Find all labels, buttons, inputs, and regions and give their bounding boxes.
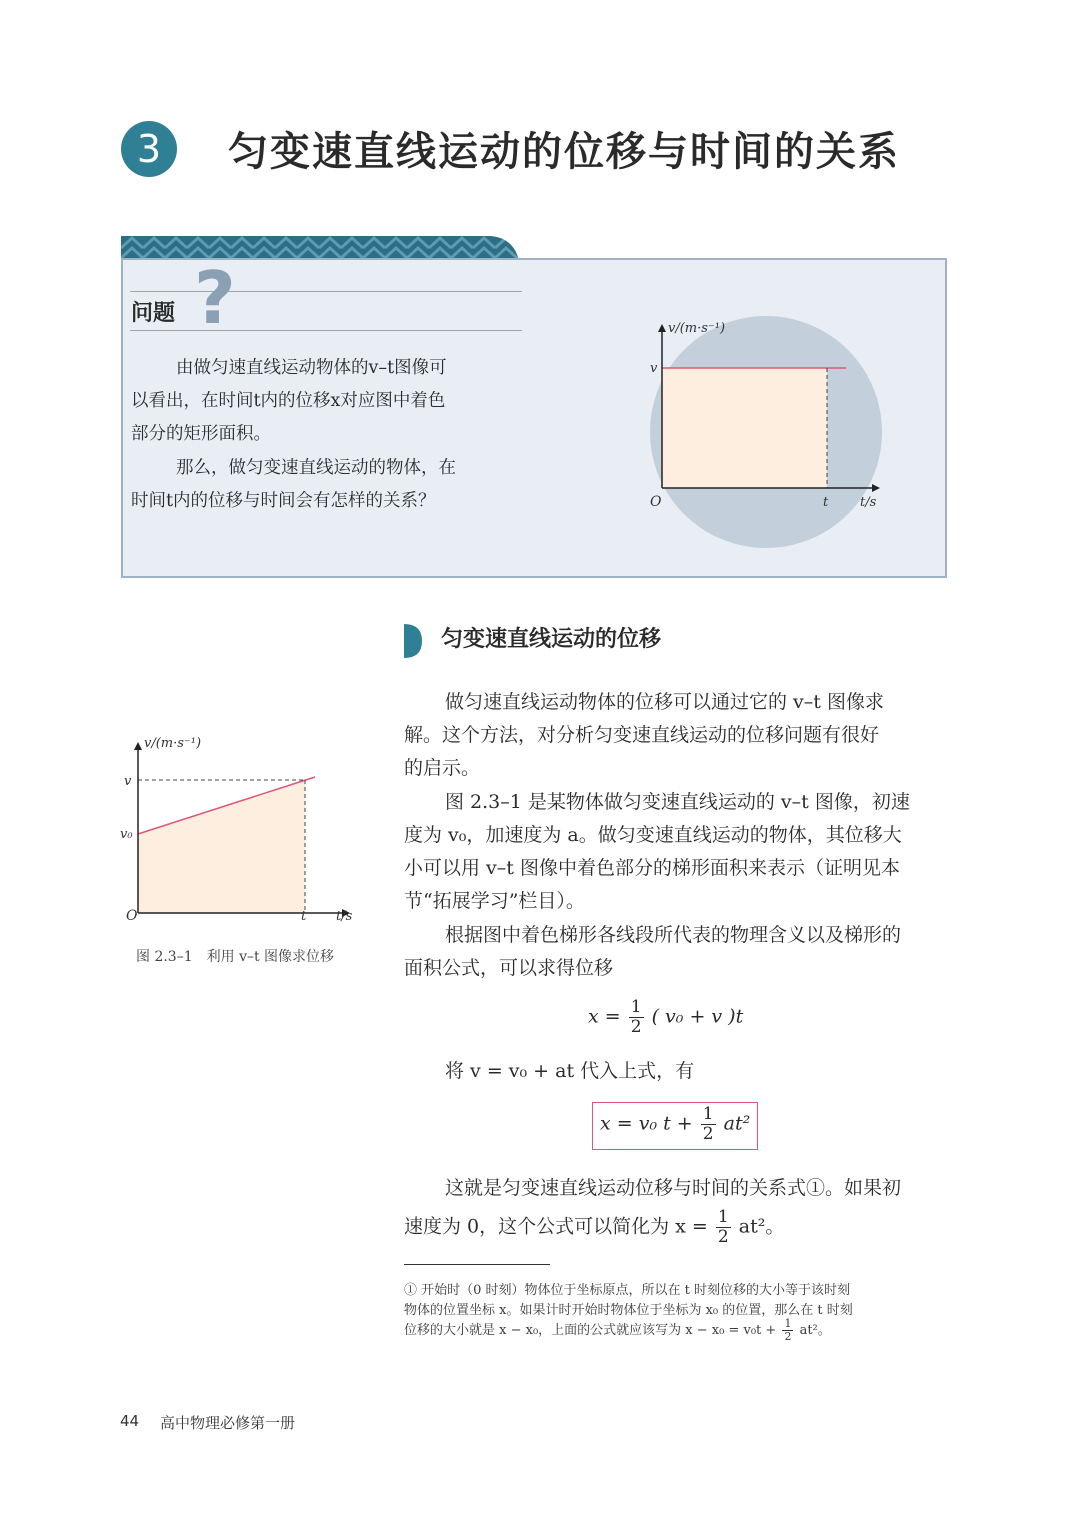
section-number-badge: 3: [121, 121, 177, 177]
v0-label: v₀: [120, 827, 133, 842]
body-line: 速度为 0，这个公式可以简化为 x = $\frac{1}{2}$ at²。: [404, 1207, 785, 1247]
section-title: 匀变速直线运动的位移与时间的关系: [228, 129, 900, 175]
v-label: v: [650, 361, 658, 376]
t-label: t: [823, 495, 829, 510]
t-label: t: [301, 909, 307, 924]
formula-displacement: x = v₀ t + $\frac{1}{2}$ at²: [600, 1104, 751, 1144]
x-axis-arrow: [872, 484, 880, 492]
y-axis-arrow: [658, 324, 666, 332]
body-line: 面积公式，可以求得位移: [404, 957, 614, 979]
x-axis-label: t/s: [336, 909, 353, 924]
problem-box-tab: [121, 236, 519, 260]
figure-caption: 图 2.3–1 利用 v–t 图像求位移: [136, 949, 335, 965]
y-axis-label: v/(m·s⁻¹): [668, 321, 726, 336]
page-number: 44: [120, 1412, 140, 1430]
body-line: 节“拓展学习”栏目）。: [404, 890, 585, 912]
body-line: 根据图中着色梯形各线段所代表的物理含义以及梯形的: [445, 924, 902, 946]
y-axis-label: v/(m·s⁻¹): [144, 736, 202, 751]
figure-vt-graph: [110, 730, 370, 930]
y-axis-arrow: [134, 742, 142, 750]
subsection-title: 匀变速直线运动的位移: [441, 627, 662, 652]
footnote-divider: [404, 1264, 550, 1265]
problem-vt-graph: [640, 310, 900, 555]
divider: [130, 330, 522, 331]
rectangle-area: [662, 368, 827, 488]
body-line: 小可以用 v–t 图像中着色部分的梯形面积来表示（证明见本: [404, 857, 900, 879]
problem-text-line: 以看出，在时间t内的位移x对应图中着色: [131, 391, 446, 411]
body-line: 这就是匀变速直线运动位移与时间的关系式①。如果初: [445, 1177, 902, 1199]
problem-text-line: 部分的矩形面积。: [131, 424, 271, 444]
divider: [130, 291, 522, 292]
problem-text-line: 由做匀速直线运动物体的v–t图像可: [176, 358, 447, 378]
body-line: 图 2.3–1 是某物体做匀变速直线运动的 v–t 图像，初速: [445, 791, 910, 813]
footnote-line: 位移的大小就是 x − x₀，上面的公式就应该写为 x − x₀ = v₀t + $\frac{1}{2}$ at²。: [404, 1317, 831, 1343]
v-label: v: [124, 774, 132, 789]
body-line: 度为 v₀，加速度为 a。做匀变速直线运动的物体，其位移大: [404, 824, 902, 846]
footnote-line: ① 开始时（0 时刻）物体位于坐标原点，所以在 t 时刻位移的大小等于该时刻: [404, 1283, 851, 1298]
problem-heading: 问题: [131, 301, 176, 326]
body-line: 的启示。: [404, 757, 481, 779]
problem-text-line: 时间t内的位移与时间会有怎样的关系？: [131, 491, 436, 511]
body-line: 将 v = v₀ + at 代入上式，有: [445, 1060, 695, 1082]
body-line: 做匀速直线运动物体的位移可以通过它的 v–t 图像求: [445, 691, 884, 713]
footnote-line: 物体的位置坐标 x。如果计时开始时物体位于坐标为 x₀ 的位置，那么在 t 时刻: [404, 1303, 853, 1318]
subsection-marker-icon: [404, 624, 422, 658]
formula-trapezoid: x = $\frac{1}{2}$ ( v₀ + v )t: [588, 997, 744, 1037]
book-title: 高中物理必修第一册: [160, 1414, 296, 1432]
origin-label: O: [650, 494, 662, 510]
origin-label: O: [126, 908, 138, 924]
body-line: 解。这个方法，对分析匀变速直线运动的位移问题有很好: [404, 724, 880, 746]
trapezoid-area: [138, 780, 305, 913]
problem-text-line: 那么，做匀变速直线运动的物体，在: [176, 458, 456, 478]
x-axis-label: t/s: [860, 495, 877, 510]
question-mark-icon: ?: [194, 256, 236, 340]
